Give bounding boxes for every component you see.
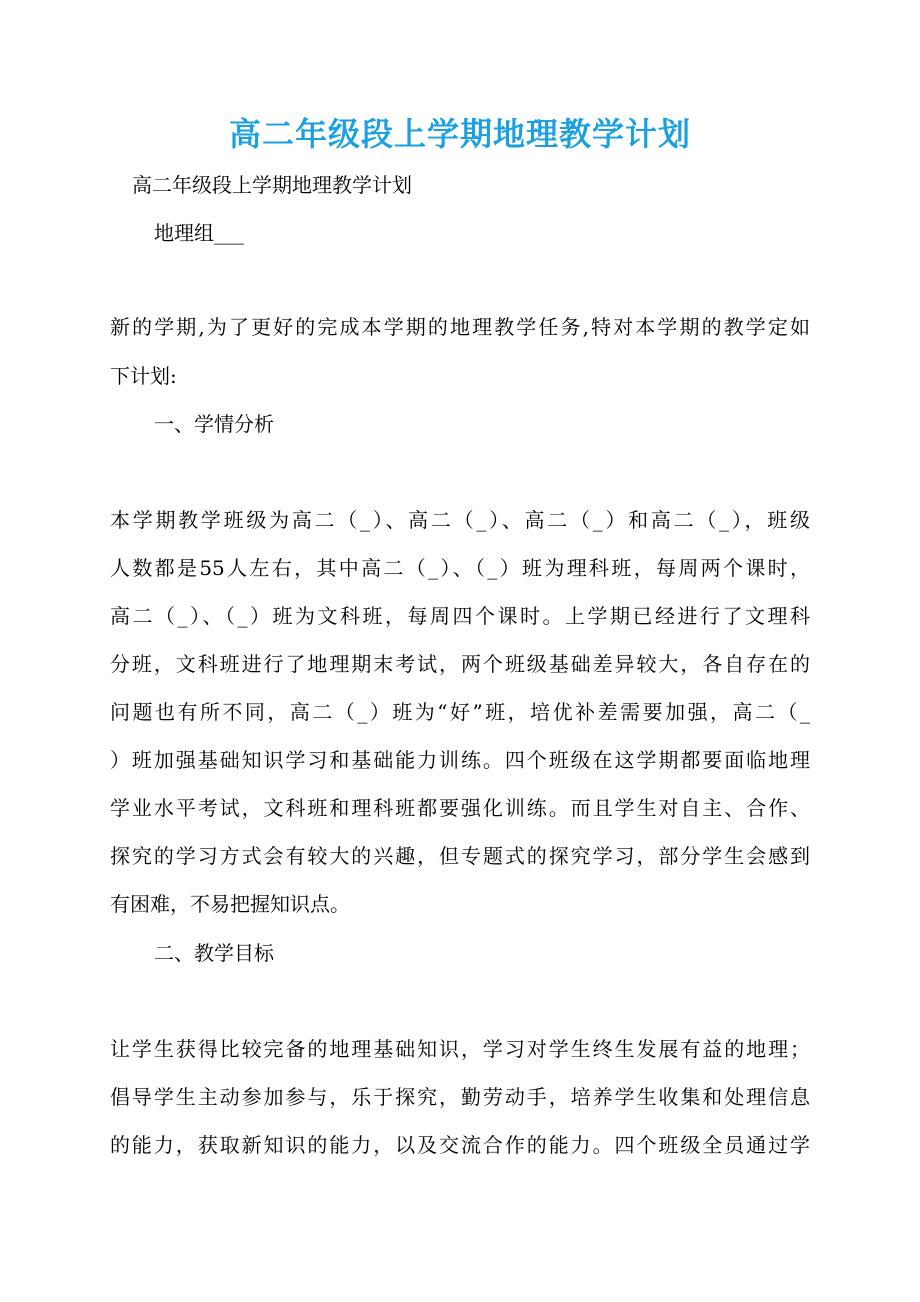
paragraph-line: 探究的学习方式会有较大的兴趣，但专题式的探究学习，部分学生会感到 [110, 844, 810, 868]
paragraph-line: 本学期教学班级为高二（_）、高二（_）、高二（_）和高二（_），班级 [110, 508, 810, 532]
paragraph-line: 问题也有所不同，高二（_）班为“好”班，培优补差需要加强，高二（_ [110, 700, 810, 724]
paragraph-line: 学业水平考试，文科班和理科班都要强化训练。而且学生对自主、合作、 [110, 796, 810, 820]
paragraph-line: 有困难，不易把握知识点。 [110, 892, 350, 916]
paragraph-line: 让学生获得比较完备的地理基础知识，学习对学生终生发展有益的地理； [110, 1037, 810, 1061]
paragraph-line: ）班加强基础知识学习和基础能力训练。四个班级在这学期都要面临地理 [110, 748, 810, 772]
paragraph-line: 高二（_）、（_）班为文科班，每周四个课时。上学期已经进行了文理科 [110, 604, 810, 628]
section-heading-analysis: 一、学情分析 [154, 412, 274, 436]
group-label: 地理组___ [154, 221, 244, 245]
intro-line: 下计划: [110, 364, 177, 388]
subtitle: 高二年级段上学期地理教学计划 [132, 173, 412, 197]
document-title: 高二年级段上学期地理教学计划 [228, 115, 691, 153]
paragraph-line: 人数都是55人左右，其中高二（_）、（_）班为理科班，每周两个课时， [110, 556, 810, 580]
paragraph-line: 倡导学生主动参加参与，乐于探究，勤劳动手，培养学生收集和处理信息 [110, 1085, 810, 1109]
paragraph-line: 的能力，获取新知识的能力，以及交流合作的能力。四个班级全员通过学 [110, 1133, 810, 1157]
paragraph-line: 分班，文科班进行了地理期末考试，两个班级基础差异较大，各自存在的 [110, 652, 810, 676]
intro-line: 新的学期,为了更好的完成本学期的地理教学任务,特对本学期的教学定如 [110, 315, 810, 339]
section-heading-goals: 二、教学目标 [154, 941, 274, 965]
